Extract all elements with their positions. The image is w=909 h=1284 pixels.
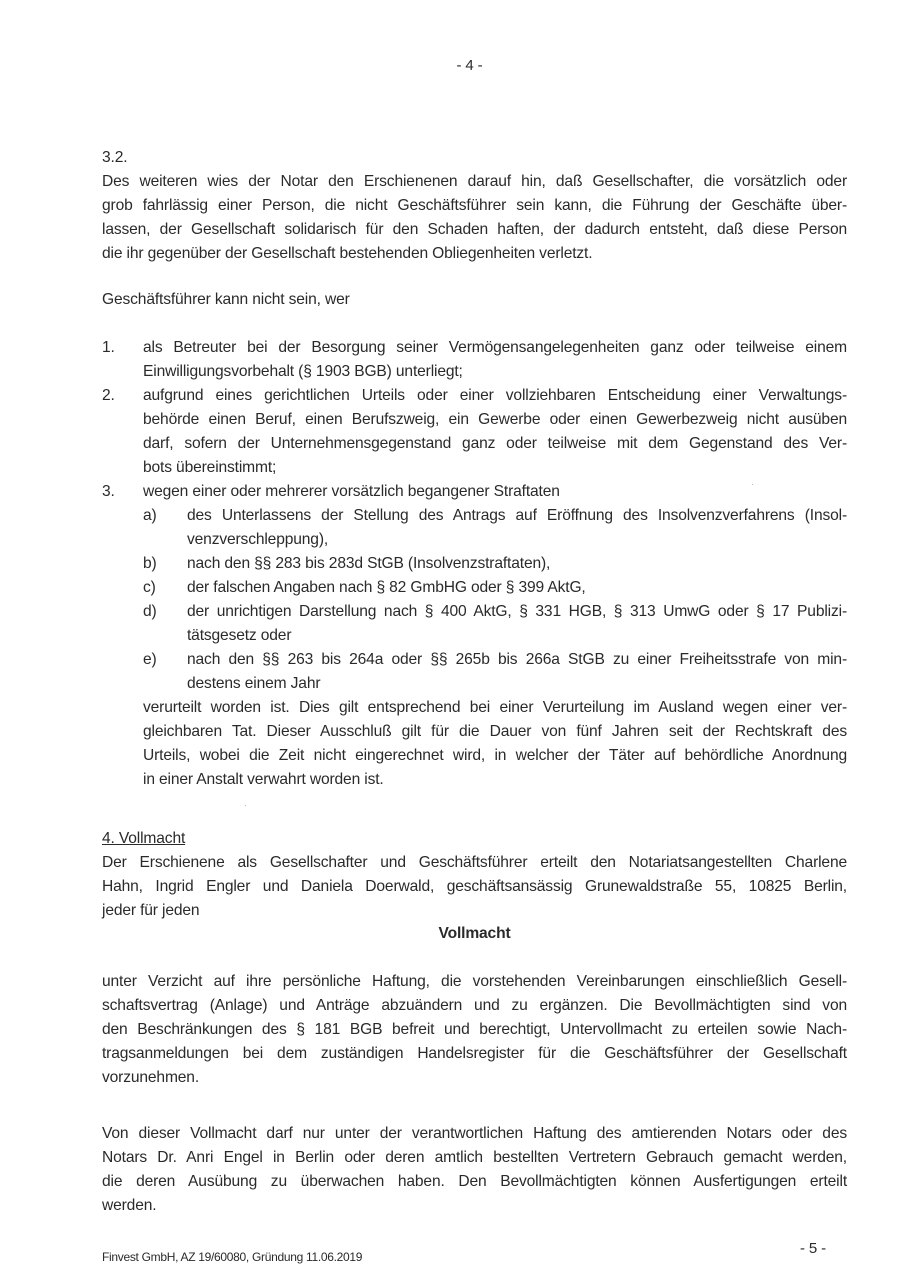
text-line: behörde einen Beruf, einen Berufszweig, ein Gewerbe oder einen Gewerbezweig nicht ausüben — [143, 411, 847, 428]
sub-item-e — [143, 648, 847, 696]
paragraph-vollmacht-usage — [102, 1122, 847, 1218]
page-number-header: - 4 - — [456, 57, 483, 74]
text-line: lassen, der Gesellschaft solidarisch für den Schaden haften, der dadurch entsteht, daß diese Person — [102, 221, 847, 238]
scan-speck — [752, 484, 753, 485]
sub-list-marker: c) — [143, 579, 156, 596]
sub-list-marker: b) — [143, 555, 157, 572]
text-line: bots übereinstimmt; — [143, 459, 277, 476]
text-line: tragsanmeldungen bei dem zuständigen Handelsregister für die Geschäftsführer der Gesellschaft — [102, 1045, 847, 1062]
text-line: schaftsvertrag (Anlage) und Anträge abzuändern und zu ergänzen. Die Bevollmächtigten sind von — [102, 997, 847, 1014]
text-line: unter Verzicht auf ihre persönliche Haftung, die vorstehenden Vereinbarungen einschließlich Gesell- — [102, 973, 847, 990]
text-line: jeder für jeden — [102, 902, 200, 919]
text-line: Von dieser Vollmacht darf nur unter der verantwortlichen Haftung des amtierenden Notars oder des — [102, 1125, 847, 1142]
text-line: Hahn, Ingrid Engler und Daniela Doerwald, geschäftsansässig Grunewaldstraße 55, 10825 Berlin, — [102, 878, 847, 895]
text-line: Des weiteren wies der Notar den Erschienenen darauf hin, daß Gesellschafter, die vorsätzlich oder — [102, 173, 847, 190]
list-marker: 1. — [102, 339, 115, 356]
text-line: als Betreuter bei der Besorgung seiner Vermögensangelegenheiten ganz oder teilweise einem — [143, 339, 847, 356]
text-line: venzverschleppung), — [187, 531, 329, 548]
text-line: des Unterlassens der Stellung des Antrags auf Eröffnung des Insolvenzverfahrens (Insol- — [187, 507, 847, 524]
list-marker: 3. — [102, 483, 115, 500]
sub-list-marker: e) — [143, 651, 157, 668]
text-line: die ihr gegenüber der Gesellschaft bestehenden Obliegenheiten verletzt. — [102, 245, 593, 262]
text-line: vorzunehmen. — [102, 1069, 200, 1086]
sub-list-marker: a) — [143, 507, 157, 524]
text-line: nach den §§ 263 bis 264a oder §§ 265b bis 266a StGB zu einer Freiheitsstrafe von min- — [187, 651, 847, 668]
sub-item-a — [143, 504, 847, 552]
paragraph-vollmacht-intro — [102, 851, 847, 923]
list-item-1 — [102, 336, 847, 384]
text-line: aufgrund eines gerichtlichen Urteils oder einer vollziehbaren Entscheidung einer Verwaltungs- — [143, 387, 847, 404]
sub-item-c — [143, 576, 847, 600]
text-line: grob fahrlässig einer Person, die nicht Geschäftsführer sein kann, die Führung der Geschäfte über- — [102, 197, 847, 214]
list-item-2 — [102, 384, 847, 480]
list-marker: 2. — [102, 387, 115, 404]
section-heading-vollmacht: 4. Vollmacht — [102, 830, 186, 847]
text-line: der unrichtigen Darstellung nach § 400 AktG, § 331 HGB, § 313 UmwG oder § 17 Publizi- — [187, 603, 847, 620]
text-line: Der Erschienene als Gesellschafter und Geschäftsführer erteilt den Notariatsangestellten Charlene — [102, 854, 847, 871]
text-line: gleichbaren Tat. Dieser Ausschluß gilt für die Dauer von fünf Jahren seit der Rechtskraft des — [143, 723, 847, 740]
footer-next-page-marker: - 5 - — [800, 1240, 826, 1257]
list-item-3 — [102, 480, 847, 792]
sub-list-marker: d) — [143, 603, 157, 620]
section-number-3-2: 3.2. — [102, 149, 128, 166]
text-line: Urteils, wobei die Zeit nicht eingerechnet wird, in welcher der Täter auf behördliche Anordnung — [143, 747, 847, 764]
text-line: darf, sofern der Unternehmensgegenstand ganz oder teilweise mit dem Gegenstand des Ver- — [143, 435, 847, 452]
text-line: Notars Dr. Anri Engel in Berlin oder deren amtlich bestellten Vertretern Gebrauch gemacht werden, — [102, 1149, 847, 1166]
footer-document-reference: Finvest GmbH, AZ 19/60080, Gründung 11.06.2019 — [102, 1250, 363, 1264]
list-intro: Geschäftsführer kann nicht sein, wer — [102, 291, 350, 308]
text-line: destens einem Jahr — [187, 675, 321, 692]
vollmacht-title: Vollmacht — [438, 925, 511, 942]
text-line: Einwilligungsvorbehalt (§ 1903 BGB) unterliegt; — [143, 363, 463, 380]
sub-item-b — [143, 552, 847, 576]
disqualification-list — [102, 336, 847, 792]
paragraph-vollmacht-scope — [102, 970, 847, 1090]
text-line: die deren Ausübung zu überwachen haben. Den Bevollmächtigten können Ausfertigungen erteilt — [102, 1173, 847, 1190]
sub-item-d — [143, 600, 847, 648]
paragraph-notar-hinweis — [102, 170, 847, 266]
text-line: nach den §§ 283 bis 283d StGB (Insolvenzstraftaten), — [187, 555, 551, 572]
text-line: verurteilt worden ist. Dies gilt entsprechend bei einer Verurteilung im Ausland wegen einer ver- — [143, 699, 847, 716]
text-line: werden. — [102, 1197, 157, 1214]
text-line: in einer Anstalt verwahrt worden ist. — [143, 771, 384, 788]
text-line: tätsgesetz oder — [187, 627, 292, 644]
list-item-3-closing — [143, 696, 847, 792]
list-item-text: wegen einer oder mehrerer vorsätzlich begangener Straftaten — [143, 483, 560, 500]
text-line: der falschen Angaben nach § 82 GmbHG oder § 399 AktG, — [187, 579, 586, 596]
text-line: den Beschränkungen des § 181 BGB befreit und berechtigt, Untervollmacht zu erteilen sowie Nach- — [102, 1021, 847, 1038]
scan-speck — [245, 805, 246, 806]
